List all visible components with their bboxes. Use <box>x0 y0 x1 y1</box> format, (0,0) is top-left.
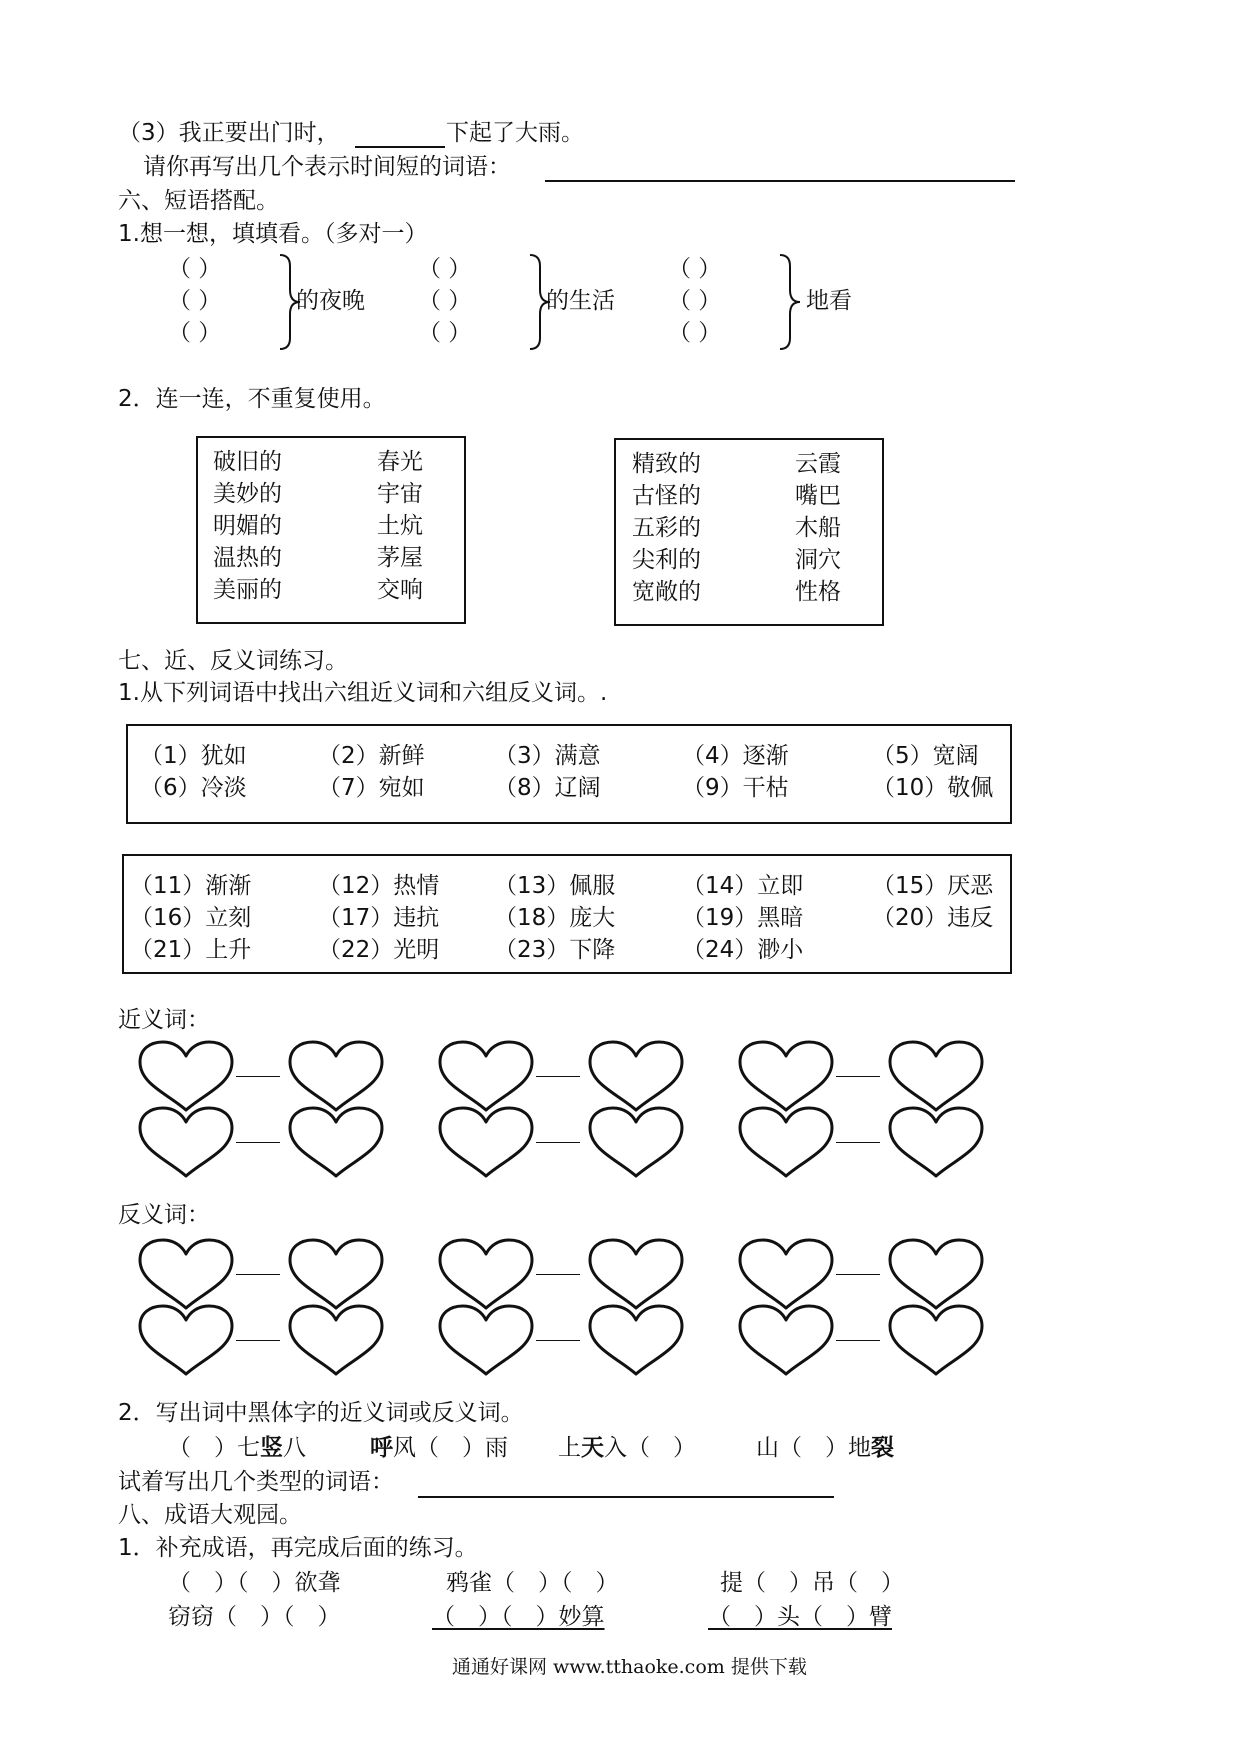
heart-slot-icon[interactable] <box>736 1106 836 1178</box>
heart-slot-icon[interactable] <box>436 1304 536 1376</box>
word-item: （24）渺小 <box>682 937 804 963</box>
match-left-word[interactable]: 美妙的 <box>213 481 282 507</box>
word-item: （3）满意 <box>494 743 601 769</box>
idiom-item[interactable]: （ ）（ ）妙算 <box>432 1604 605 1630</box>
match-left-word[interactable]: 破旧的 <box>213 449 282 475</box>
q3-sentence-b: 下起了大雨。 <box>446 120 584 146</box>
word-item: （5）宽阔 <box>872 743 979 769</box>
pair-dash <box>836 1076 880 1077</box>
pair-dash <box>836 1340 880 1341</box>
word-item: （21）上升 <box>130 937 252 963</box>
paren-blank[interactable]: （ ） <box>168 288 222 314</box>
match-right-word[interactable]: 木船 <box>795 515 841 541</box>
match-left-word[interactable]: 精致的 <box>632 451 701 477</box>
q3-extra-prompt: 请你再写出几个表示时间短的词语： <box>143 154 511 180</box>
synonym-label: 近义词： <box>118 1007 210 1033</box>
q2-item <box>370 1433 508 1463</box>
q2-item-bold: 呼 <box>370 1435 393 1461</box>
s8-q1-title: 1．补充成语，再完成后面的练习。 <box>118 1535 478 1561</box>
section-6-title: 六、短语搭配。 <box>118 188 279 214</box>
word-item: （2）新鲜 <box>318 743 425 769</box>
heart-slot-icon[interactable] <box>436 1040 536 1112</box>
q2-item <box>558 1433 696 1463</box>
heart-slot-icon[interactable] <box>886 1106 986 1178</box>
match-right-word[interactable]: 性格 <box>795 579 841 605</box>
paren-blank[interactable]: （ ） <box>668 288 722 314</box>
right-brace-icon <box>778 252 802 352</box>
idiom-item[interactable]: 提（ ）吊（ ） <box>720 1570 904 1596</box>
q3-sentence-a: （3）我正要出门时， <box>118 120 340 146</box>
q2-item-b: 风（ ）雨 <box>393 1435 508 1461</box>
word-item: （22）光明 <box>318 937 440 963</box>
q2-item-bold: 天 <box>581 1435 604 1461</box>
match-left-word[interactable]: 宽敞的 <box>632 579 701 605</box>
paren-blank[interactable]: （ ） <box>668 256 722 282</box>
q2-extra-prompt: 试着写出几个类型的词语： <box>118 1469 394 1495</box>
group-suffix: 的夜晚 <box>296 288 365 314</box>
heart-slot-icon[interactable] <box>586 1238 686 1310</box>
pair-dash <box>236 1142 280 1143</box>
word-item: （19）黑暗 <box>682 905 804 931</box>
match-left-word[interactable]: 古怪的 <box>632 483 701 509</box>
word-item: （18）庞大 <box>494 905 616 931</box>
q2-extra-blank[interactable] <box>418 1496 834 1498</box>
word-item: （8）辽阔 <box>494 775 601 801</box>
paren-blank[interactable]: （ ） <box>668 320 722 346</box>
paren-blank[interactable]: （ ） <box>418 256 472 282</box>
word-item: （14）立即 <box>682 873 804 899</box>
q2-item-b: 入（ ） <box>604 1435 696 1461</box>
heart-slot-icon[interactable] <box>886 1040 986 1112</box>
antonym-label: 反义词： <box>118 1202 210 1228</box>
pair-dash <box>836 1274 880 1275</box>
paren-blank[interactable]: （ ） <box>418 288 472 314</box>
word-item: （20）违反 <box>872 905 994 931</box>
s7-q1-title: 1.从下列词语中找出六组近义词和六组反义词。. <box>118 680 608 706</box>
q2-item <box>756 1433 894 1463</box>
q3-blank[interactable] <box>355 146 445 148</box>
s6-q1-title: 1.想一想，填填看。（多对一） <box>118 221 428 247</box>
heart-slot-icon[interactable] <box>586 1040 686 1112</box>
match-right-word[interactable]: 宇宙 <box>377 481 423 507</box>
match-left-word[interactable]: 五彩的 <box>632 515 701 541</box>
heart-slot-icon[interactable] <box>886 1238 986 1310</box>
heart-slot-icon[interactable] <box>586 1106 686 1178</box>
group-suffix: 的生活 <box>546 288 615 314</box>
word-item: （13）佩服 <box>494 873 616 899</box>
word-item: （16）立刻 <box>130 905 252 931</box>
heart-slot-icon[interactable] <box>886 1304 986 1376</box>
match-right-word[interactable]: 土炕 <box>377 513 423 539</box>
pair-dash <box>536 1142 580 1143</box>
heart-slot-icon[interactable] <box>136 1106 236 1178</box>
match-right-word[interactable]: 洞穴 <box>795 547 841 573</box>
match-left-word[interactable]: 美丽的 <box>213 577 282 603</box>
word-item: （23）下降 <box>494 937 616 963</box>
heart-slot-icon[interactable] <box>286 1304 386 1376</box>
s7-q2-title: 2．写出词中黑体字的近义词或反义词。 <box>118 1400 524 1426</box>
group-suffix: 地看 <box>806 288 852 314</box>
pair-dash <box>836 1142 880 1143</box>
q2-item-b: 八 <box>283 1435 306 1461</box>
match-left-word[interactable]: 明媚的 <box>213 513 282 539</box>
heart-slot-icon[interactable] <box>586 1304 686 1376</box>
match-right-word[interactable]: 茅屋 <box>377 545 423 571</box>
pair-dash <box>236 1340 280 1341</box>
match-right-word[interactable]: 交响 <box>377 577 423 603</box>
q2-item <box>168 1433 306 1463</box>
pair-dash <box>236 1076 280 1077</box>
q2-item-a: 山（ ）地 <box>756 1435 871 1461</box>
q2-item-a: （ ）七 <box>168 1435 260 1461</box>
word-item: （11）渐渐 <box>130 873 252 899</box>
q2-item-bold: 竖 <box>260 1435 283 1461</box>
heart-slot-icon[interactable] <box>286 1106 386 1178</box>
match-left-word[interactable]: 温热的 <box>213 545 282 571</box>
paren-blank[interactable]: （ ） <box>418 320 472 346</box>
paren-blank[interactable]: （ ） <box>168 256 222 282</box>
idiom-item[interactable]: （ ）头（ ）臂 <box>708 1604 892 1630</box>
q2-item-a: 上 <box>558 1435 581 1461</box>
heart-slot-icon[interactable] <box>736 1040 836 1112</box>
word-item: （1）犹如 <box>140 743 247 769</box>
word-item: （7）宛如 <box>318 775 425 801</box>
heart-slot-icon[interactable] <box>736 1238 836 1310</box>
word-item: （10）敬佩 <box>872 775 994 801</box>
pair-dash <box>536 1076 580 1077</box>
pair-dash <box>536 1274 580 1275</box>
word-item: （15）厌恶 <box>872 873 994 899</box>
heart-slot-icon[interactable] <box>436 1238 536 1310</box>
idiom-item[interactable]: 鸦雀（ ）（ ） <box>446 1570 619 1596</box>
heart-slot-icon[interactable] <box>436 1106 536 1178</box>
word-item: （17）违抗 <box>318 905 440 931</box>
section-7-title: 七、近、反义词练习。 <box>118 648 348 674</box>
match-right-word[interactable]: 嘴巴 <box>795 483 841 509</box>
idiom-item[interactable]: （ ）（ ）欲聋 <box>168 1570 341 1596</box>
heart-slot-icon[interactable] <box>136 1304 236 1376</box>
footer-credit: 通通好课网 www.tthaoke.com 提供下载 <box>452 1656 807 1678</box>
heart-slot-icon[interactable] <box>286 1040 386 1112</box>
word-item: （9）干枯 <box>682 775 789 801</box>
pair-dash <box>536 1340 580 1341</box>
pair-dash <box>236 1274 280 1275</box>
section-8-title: 八、成语大观园。 <box>118 1502 302 1528</box>
heart-slot-icon[interactable] <box>136 1238 236 1310</box>
match-right-word[interactable]: 春光 <box>377 449 423 475</box>
match-right-word[interactable]: 云霞 <box>795 451 841 477</box>
q2-item-bold: 裂 <box>871 1435 894 1461</box>
heart-slot-icon[interactable] <box>136 1040 236 1112</box>
word-item: （4）逐渐 <box>682 743 789 769</box>
idiom-item[interactable]: 窃窃（ ）（ ） <box>168 1604 341 1630</box>
paren-blank[interactable]: （ ） <box>168 320 222 346</box>
word-item: （12）热情 <box>318 873 440 899</box>
heart-slot-icon[interactable] <box>286 1238 386 1310</box>
match-left-word[interactable]: 尖利的 <box>632 547 701 573</box>
q3-extra-blank[interactable] <box>545 180 1015 182</box>
word-item: （6）冷淡 <box>140 775 247 801</box>
s6-q2-title: 2．连一连，不重复使用。 <box>118 386 386 412</box>
heart-slot-icon[interactable] <box>736 1304 836 1376</box>
